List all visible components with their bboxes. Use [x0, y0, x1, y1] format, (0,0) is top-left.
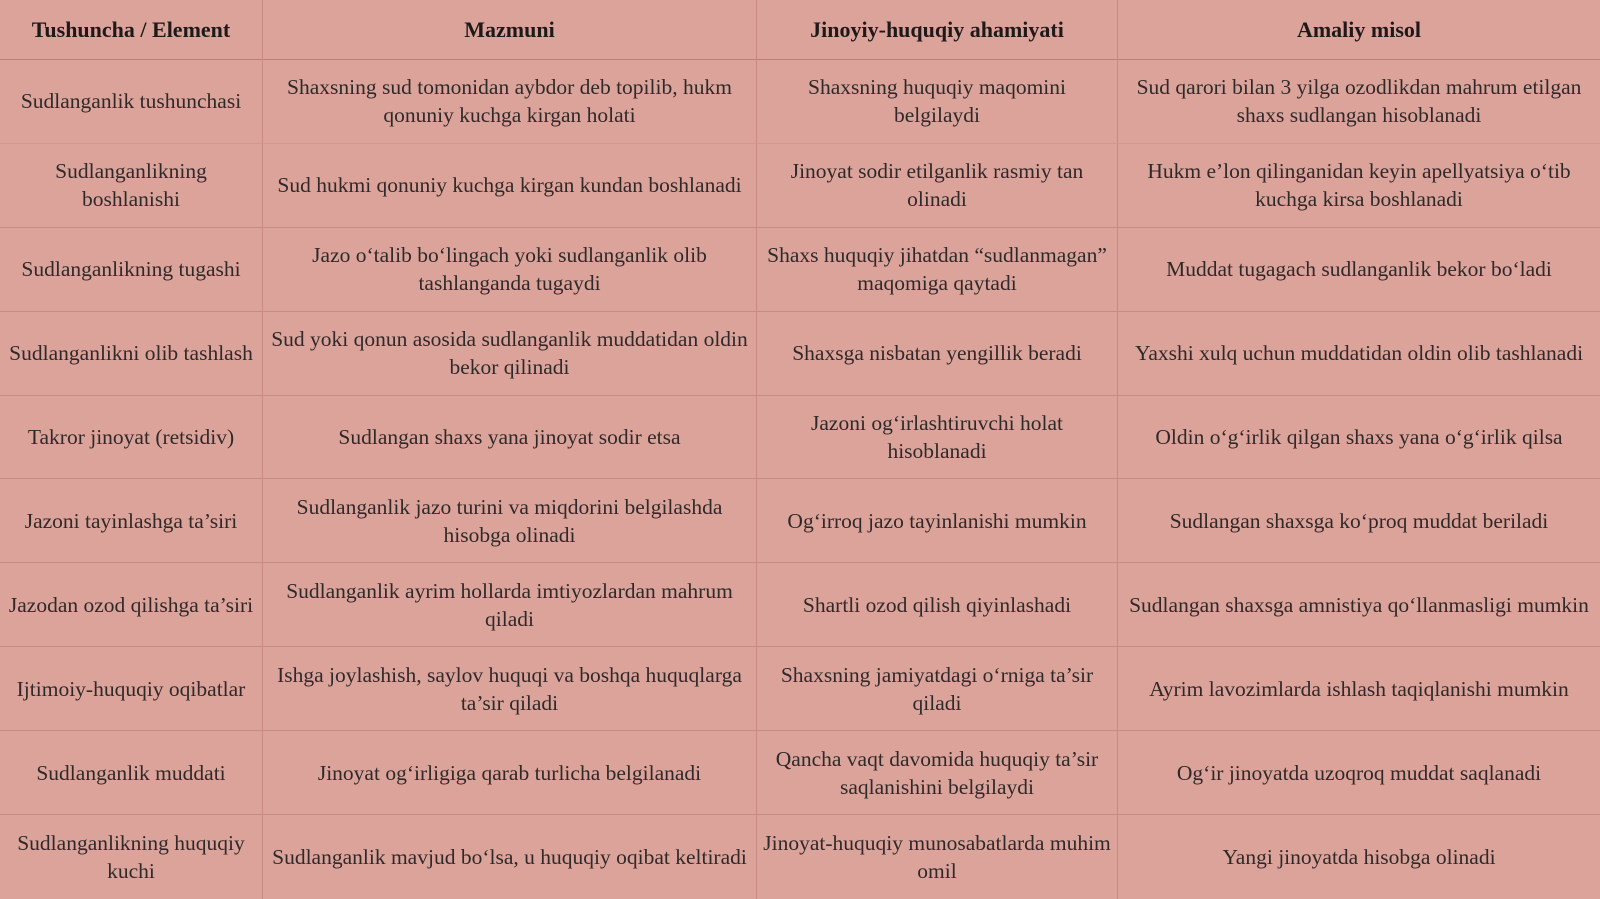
- table-cell-content: Jinoyat og‘irligiga qarab turlicha belgilanadi: [263, 731, 757, 815]
- table-cell-significance: Qancha vaqt davomida huquqiy ta’sir saqlanishini belgilaydi: [757, 731, 1118, 815]
- table-cell-example: Ayrim lavozimlarda ishlash taqiqlanishi mumkin: [1118, 647, 1600, 731]
- table-cell-significance: Shaxsning jamiyatdagi o‘rniga ta’sir qiladi: [757, 647, 1118, 731]
- table-cell-content: Sudlanganlik mavjud bo‘lsa, u huquqiy oqibat keltiradi: [263, 815, 757, 899]
- header-cell-concept: Tushuncha / Element: [0, 0, 263, 60]
- table-cell-example: Yaxshi xulq uchun muddatidan oldin olib tashlanadi: [1118, 312, 1600, 396]
- table-cell-concept: Takror jinoyat (retsidiv): [0, 396, 263, 480]
- table-cell-content: Sud hukmi qonuniy kuchga kirgan kundan boshlanadi: [263, 144, 757, 228]
- table-cell-example: Yangi jinoyatda hisobga olinadi: [1222, 844, 1496, 869]
- table-cell-significance: Jazoni og‘irlashtiruvchi holat hisoblanadi: [757, 396, 1118, 480]
- header-cell-example: Amaliy misol: [1118, 0, 1600, 60]
- table-cell-example: Og‘ir jinoyatda uzoqroq muddat saqlanadi: [1118, 731, 1600, 815]
- table-cell-concept: Ijtimoiy-huquqiy oqibatlar: [0, 647, 263, 731]
- table-cell-example: Hukm e’lon qilinganidan keyin apellyatsiya o‘tib kuchga kirsa boshlanadi: [1118, 144, 1600, 228]
- table-cell-concept: Jazodan ozod qilishga ta’siri: [0, 563, 263, 647]
- table-cell-significance: Shaxsga nisbatan yengillik beradi: [757, 312, 1118, 396]
- table-cell-concept: Sudlanganlikning huquqiy kuchi: [0, 815, 263, 899]
- header-cell-significance: Jinoyiy-huquqiy ahamiyati: [757, 0, 1118, 60]
- table-cell-concept: Sudlanganlik tushunchasi: [0, 60, 263, 144]
- table-cell-concept: Jazoni tayinlashga ta’siri: [0, 479, 263, 563]
- table-cell-significance: Og‘irroq jazo tayinlanishi mumkin: [757, 479, 1118, 563]
- table-cell-content: Jazo o‘talib bo‘lingach yoki sudlanganlik olib tashlanganda tugaydi: [263, 228, 757, 312]
- table-cell-content: Sudlanganlik ayrim hollarda imtiyozlardan mahrum qiladi: [263, 563, 757, 647]
- table-cell-concept: Sudlanganlikni olib tashlash: [0, 312, 263, 396]
- table-cell-content: Sudlangan shaxs yana jinoyat sodir etsa: [263, 396, 757, 480]
- table-cell-content: Ishga joylashish, saylov huquqi va boshqa huquqlarga ta’sir qiladi: [263, 647, 757, 731]
- header-cell-content: Mazmuni: [263, 0, 757, 60]
- table-cell-significance: Jinoyat sodir etilganlik rasmiy tan olinadi: [757, 144, 1118, 228]
- table-cell-concept: Sudlanganlik muddati: [0, 731, 263, 815]
- table-cell-concept: Sudlanganlikning boshlanishi: [0, 144, 263, 228]
- table-cell-significance: Shartli ozod qilish qiyinlashadi: [757, 563, 1118, 647]
- table-cell-significance: Shaxsning huquqiy maqomini belgilaydi: [757, 60, 1118, 144]
- table-cell-content: Sudlanganlik jazo turini va miqdorini belgilashda hisobga olinadi: [263, 479, 757, 563]
- table-cell-example: Sud qarori bilan 3 yilga ozodlikdan mahrum etilgan shaxs sudlangan hisoblanadi: [1118, 60, 1600, 144]
- table-cell-significance: Shaxs huquqiy jihatdan “sudlanmagan” maqomiga qaytadi: [757, 228, 1118, 312]
- table-cell-significance: Jinoyat-huquqiy munosabatlarda muhim omil: [757, 815, 1118, 899]
- table-cell-concept: Sudlanganlikning tugashi: [0, 228, 263, 312]
- table-cell-example: Muddat tugagach sudlanganlik bekor bo‘ladi: [1118, 228, 1600, 312]
- table-cell-content: Sud yoki qonun asosida sudlanganlik muddatidan oldin bekor qilinadi: [263, 312, 757, 396]
- table-cell-content: Shaxsning sud tomonidan aybdor deb topilib, hukm qonuniy kuchga kirgan holati: [263, 60, 757, 144]
- table-cell-example: Sudlangan shaxsga ko‘proq muddat beriladi: [1118, 479, 1600, 563]
- table-cell-example: Sudlangan shaxsga amnistiya qo‘llanmasligi mumkin: [1118, 563, 1600, 647]
- table-cell-example: Oldin o‘g‘irlik qilgan shaxs yana o‘g‘irlik qilsa: [1118, 396, 1600, 480]
